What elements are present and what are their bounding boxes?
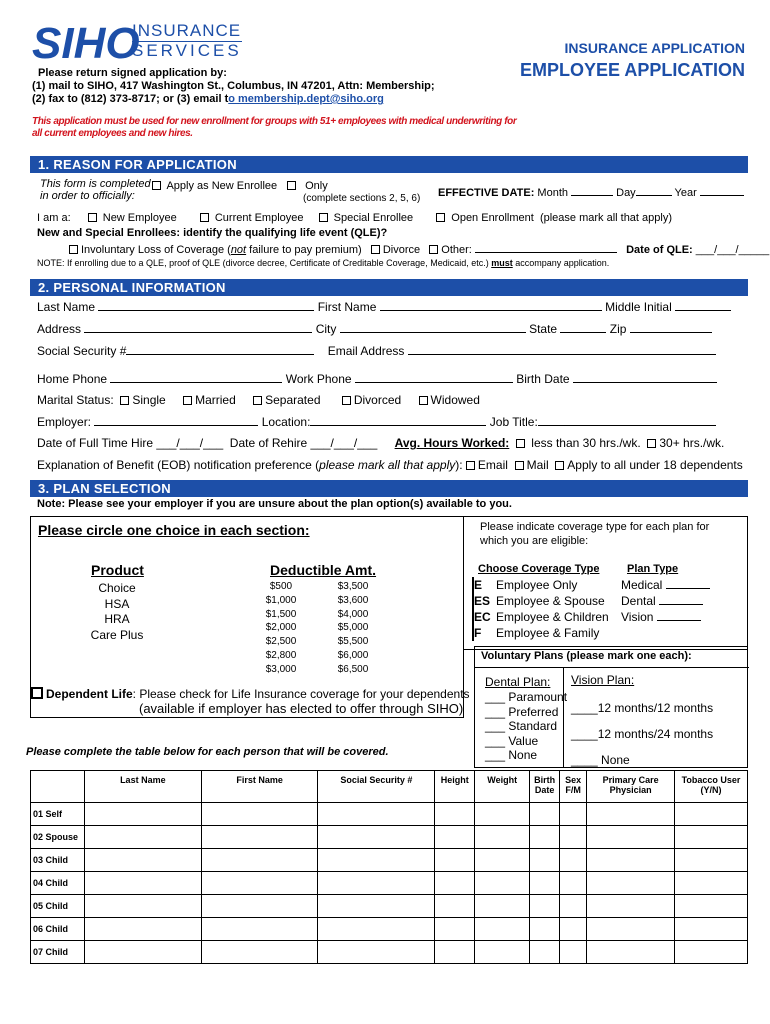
covered-persons-table — [30, 770, 748, 964]
title-insurance-application: INSURANCE APPLICATION — [564, 40, 745, 56]
cell[interactable] — [587, 918, 675, 941]
cell[interactable] — [675, 803, 748, 826]
cell[interactable] — [475, 872, 530, 895]
cell[interactable] — [84, 895, 201, 918]
product-list — [87, 581, 147, 643]
zip-field[interactable] — [630, 322, 712, 333]
cell[interactable] — [201, 918, 318, 941]
table-header: Sex F/M — [560, 771, 587, 803]
deductible-option[interactable]: $3,000 — [265, 663, 297, 675]
table-header: Weight — [475, 771, 530, 803]
address-field[interactable] — [84, 322, 312, 333]
hire-row: Date of Full Time Hire ___/___/___ Date of Rehire ___/___/___ Avg. Hours Worked: less than 30 hrs./wk. 30+ hrs./wk. — [37, 436, 725, 450]
row-label: 01 Self — [31, 803, 85, 826]
coverage-option-f[interactable]: F Employee & Family — [474, 626, 600, 640]
checkbox-married[interactable] — [183, 396, 192, 405]
table-row — [31, 803, 748, 826]
checkbox-open-enrollment[interactable] — [436, 213, 445, 222]
table-row — [31, 849, 748, 872]
month-field[interactable] — [571, 185, 613, 196]
cell[interactable] — [318, 872, 435, 895]
checkbox-new-employee[interactable] — [88, 213, 97, 222]
ssn-field[interactable] — [126, 344, 314, 355]
cell[interactable] — [318, 826, 435, 849]
cell[interactable] — [435, 803, 475, 826]
city-field[interactable] — [340, 322, 526, 333]
cell[interactable] — [675, 849, 748, 872]
cell[interactable] — [475, 803, 530, 826]
row-label: 05 Child — [31, 895, 85, 918]
plan-selection-box — [30, 516, 470, 718]
deductible-option[interactable]: $4,000 — [337, 608, 369, 620]
return-line3: (2) fax to (812) 373-8717; or (3) email to membership.dept@siho.org — [32, 93, 384, 105]
table-header — [31, 771, 85, 803]
table-row — [31, 826, 748, 849]
checkbox-single[interactable] — [120, 396, 129, 405]
cell[interactable] — [560, 918, 587, 941]
cell[interactable] — [475, 895, 530, 918]
section1-header: 1. REASON FOR APPLICATION — [30, 156, 748, 173]
name-row: Last Name First Name Middle Initial — [37, 300, 731, 314]
table-row — [31, 941, 748, 964]
cell[interactable] — [435, 941, 475, 964]
coverage-list — [474, 577, 609, 641]
checkbox-divorce[interactable] — [371, 245, 380, 254]
checkbox-eob-mail[interactable] — [515, 461, 524, 470]
marital-row: Marital Status: Single Married Separated Divorced Widowed — [37, 393, 480, 407]
deductible-option[interactable]: $5,000 — [337, 622, 369, 634]
address-row: Address City State Zip — [37, 322, 712, 336]
vision-plan-label: Vision Plan: — [571, 673, 635, 687]
day-field[interactable] — [636, 185, 672, 196]
cell[interactable] — [587, 872, 675, 895]
logo-sub1: INSURANCE — [132, 21, 242, 40]
cell[interactable] — [675, 826, 748, 849]
plan-type-heading: Plan Type — [627, 563, 679, 575]
table-intro: Please complete the table below for each person that will be covered. — [26, 746, 389, 758]
vision-option[interactable]: ____12 months/24 months — [571, 727, 714, 741]
dental-options — [485, 690, 567, 763]
cell[interactable] — [435, 918, 475, 941]
cell[interactable] — [318, 941, 435, 964]
checkbox-widowed[interactable] — [419, 396, 428, 405]
deductible-option[interactable]: $2,000 — [265, 622, 297, 634]
deductible-option[interactable]: $3,500 — [337, 581, 369, 592]
qle-heading: New and Special Enrollees: identify the qualifying life event (QLE)? — [37, 227, 388, 239]
deductible-option[interactable]: $2,800 — [265, 649, 297, 661]
year-field[interactable] — [700, 185, 744, 196]
birth-date-field[interactable] — [573, 372, 717, 383]
other-field[interactable] — [475, 242, 617, 253]
cell[interactable] — [560, 895, 587, 918]
dependent-life-note: (available if employer has elected to offer through SIHO) — [139, 701, 464, 716]
cell[interactable] — [201, 895, 318, 918]
cell[interactable] — [530, 941, 560, 964]
checkbox-less-than-30[interactable] — [516, 439, 525, 448]
email-link[interactable]: o membership.dept@siho.org — [228, 93, 384, 105]
siho-logo-mark — [32, 19, 140, 68]
first-name-field[interactable] — [380, 300, 602, 311]
cell[interactable] — [530, 826, 560, 849]
deductible-option[interactable]: $3,600 — [337, 594, 369, 606]
deductible-option[interactable]: $2,500 — [265, 636, 297, 648]
table-row — [31, 872, 748, 895]
cell[interactable] — [560, 872, 587, 895]
deductible-heading: Deductible Amt. — [270, 562, 377, 578]
qle-note: NOTE: If enrolling due to a QLE, proof of QLE (divorce decree, Certificate of Creditable Coverage, Medicaid, etc.) must accompany application. — [37, 258, 610, 268]
siho-logo — [32, 19, 242, 68]
date-of-qle-field[interactable]: ___/___/_____ — [695, 244, 770, 256]
product-care-plus[interactable]: Care Plus — [90, 627, 144, 642]
rehire-date-field[interactable]: ___/___/___ — [310, 436, 378, 450]
checkbox-other[interactable] — [429, 245, 438, 254]
plan-type-vision: Vision — [621, 609, 710, 625]
cell[interactable] — [675, 872, 748, 895]
row-label: 04 Child — [31, 872, 85, 895]
cell[interactable] — [530, 872, 560, 895]
deductible-option[interactable]: $6,000 — [337, 649, 369, 661]
cell[interactable] — [201, 872, 318, 895]
cell[interactable] — [475, 826, 530, 849]
cell[interactable] — [475, 941, 530, 964]
intro1: This form is completed — [40, 178, 151, 190]
table-header: Social Security # — [318, 771, 435, 803]
email-field[interactable] — [408, 344, 716, 355]
dental-field[interactable] — [659, 594, 703, 605]
employer-field[interactable] — [94, 415, 258, 426]
voluntary-box — [474, 646, 748, 768]
only-note: (complete sections 2, 5, 6) — [303, 193, 421, 204]
table-header: Height — [435, 771, 475, 803]
cell[interactable] — [435, 826, 475, 849]
cell[interactable] — [84, 918, 201, 941]
cell[interactable] — [84, 803, 201, 826]
coverage-bracket — [472, 577, 474, 641]
medical-field[interactable] — [666, 578, 710, 589]
cell[interactable] — [84, 826, 201, 849]
row-label: 03 Child — [31, 849, 85, 872]
qle-row: Involuntary Loss of Coverage (not failure to pay premium) Divorce Other: Date of QLE: ___/___/_____ — [69, 242, 769, 256]
product-choice[interactable]: Choice — [98, 581, 136, 595]
cell[interactable] — [587, 941, 675, 964]
coverage-heading: Choose Coverage Type — [478, 563, 600, 575]
return-line1: Please return signed application by: — [38, 67, 227, 79]
checkbox-current-employee[interactable] — [200, 213, 209, 222]
apply-new-enrollee[interactable]: Apply as New Enrollee — [152, 180, 277, 192]
deductible-col1 — [261, 580, 301, 677]
product-heading: Product — [91, 562, 144, 578]
cell[interactable] — [587, 895, 675, 918]
dependent-life-row: Dependent Life: Please check for Life Insurance coverage for your dependents — [31, 687, 470, 701]
checkbox[interactable] — [287, 181, 296, 190]
circle-heading: Please circle one choice in each section: — [38, 522, 310, 538]
employer-row: Employer: Location: Job Title: — [37, 415, 716, 429]
cell[interactable] — [560, 849, 587, 872]
table-header: Tobacco User (Y/N) — [675, 771, 748, 803]
coverage-option-e[interactable]: E Employee Only — [474, 578, 578, 592]
cell[interactable] — [675, 895, 748, 918]
cell[interactable] — [530, 849, 560, 872]
state-field[interactable] — [560, 322, 606, 333]
cell[interactable] — [435, 872, 475, 895]
checkbox-eob-email[interactable] — [466, 461, 475, 470]
intro2: in order to officially: — [40, 190, 135, 202]
product-hsa[interactable]: HSA — [104, 596, 130, 611]
cell[interactable] — [318, 895, 435, 918]
cell[interactable] — [530, 803, 560, 826]
dental-option[interactable]: ___ Standard — [485, 719, 558, 733]
checkbox-separated[interactable] — [253, 396, 262, 405]
checkbox[interactable] — [152, 181, 161, 190]
cell[interactable] — [318, 918, 435, 941]
table-row — [31, 918, 748, 941]
phone-row: Home Phone Work Phone Birth Date — [37, 372, 717, 386]
dental-option[interactable]: ___ None — [485, 748, 538, 762]
row-label: 07 Child — [31, 941, 85, 964]
table-row — [31, 895, 748, 918]
cell[interactable] — [318, 849, 435, 872]
deductible-col2 — [333, 580, 373, 677]
checkbox-special-enrollee[interactable] — [319, 213, 328, 222]
cell[interactable] — [560, 941, 587, 964]
coverage-option-ec[interactable]: EC Employee & Children — [474, 610, 609, 624]
table-header: Last Name — [84, 771, 201, 803]
job-title-field[interactable] — [538, 415, 716, 426]
cell[interactable] — [201, 826, 318, 849]
cell[interactable] — [530, 895, 560, 918]
cell[interactable] — [435, 895, 475, 918]
vision-field[interactable] — [657, 610, 701, 621]
cell[interactable] — [201, 941, 318, 964]
logo-sub2: SERVICES — [132, 41, 242, 60]
cell[interactable] — [675, 918, 748, 941]
i-am-a-row: I am a: New Employee Current Employee Special Enrollee Open Enrollment (please mark all that apply) — [37, 212, 672, 224]
checkbox-eob-apply[interactable] — [555, 461, 564, 470]
vision-option[interactable]: ____ None — [571, 753, 630, 767]
deductible-option[interactable]: $6,500 — [337, 663, 369, 675]
coverage-option-es[interactable]: ES Employee & Spouse — [474, 594, 605, 608]
cell[interactable] — [587, 849, 675, 872]
checkbox-30-plus[interactable] — [647, 439, 656, 448]
cell[interactable] — [435, 849, 475, 872]
cell[interactable] — [201, 803, 318, 826]
section2-header: 2. PERSONAL INFORMATION — [30, 279, 748, 296]
row-label: 02 Spouse — [31, 826, 85, 849]
plan-type-list — [621, 577, 710, 625]
dental-plan-label: Dental Plan: — [485, 675, 551, 689]
cell[interactable] — [560, 803, 587, 826]
table-header: Primary Care Physician — [587, 771, 675, 803]
logo-text: SIHO — [32, 19, 140, 68]
notice-line1: This application must be used for new enrollment for groups with 51+ employees with medical underwriting for — [32, 116, 517, 127]
effective-date: EFFECTIVE DATE: Month Day Year — [438, 185, 744, 199]
return-line2: (1) mail to SIHO, 417 Washington St., Columbus, IN 47201, Attn: Membership; — [32, 80, 435, 92]
checkbox-involuntary-loss[interactable] — [69, 245, 78, 254]
cell[interactable] — [201, 849, 318, 872]
row-label: 06 Child — [31, 918, 85, 941]
deductible-option[interactable]: $500 — [269, 581, 293, 592]
coverage-box — [464, 516, 748, 650]
cell[interactable] — [318, 803, 435, 826]
voluntary-heading: Voluntary Plans (please mark one each): — [481, 650, 692, 662]
table-header: Birth Date — [530, 771, 560, 803]
location-field[interactable] — [310, 415, 486, 426]
title-employee-application: EMPLOYEE APPLICATION — [519, 60, 745, 80]
dental-option[interactable]: ___ Value — [485, 733, 539, 748]
plan-note: Note: Please see your employer if you are unsure about the plan option(s) available to you. — [37, 498, 512, 510]
eob-row: Explanation of Benefit (EOB) notification preference (please mark all that apply): Email Mail Apply to all under 18 dependents — [37, 458, 743, 472]
deductible-option[interactable]: $1,500 — [265, 608, 297, 620]
dental-option[interactable]: ___ Paramount — [485, 690, 568, 704]
plan-type-medical: Medical — [621, 577, 710, 593]
home-phone-field[interactable] — [110, 372, 282, 383]
cell[interactable] — [84, 849, 201, 872]
indicate-line1: Please indicate coverage type for each plan for — [480, 521, 710, 533]
product-hra[interactable]: HRA — [104, 612, 130, 626]
cell[interactable] — [475, 918, 530, 941]
checkbox-divorced[interactable] — [342, 396, 351, 405]
deductible-option[interactable]: $1,000 — [265, 594, 297, 606]
cell[interactable] — [675, 941, 748, 964]
ssn-row: Social Security # Email Address — [37, 344, 716, 358]
cell[interactable] — [84, 872, 201, 895]
section3-header: 3. PLAN SELECTION — [30, 480, 748, 497]
opt-only[interactable]: Only — [287, 180, 328, 192]
work-phone-field[interactable] — [355, 372, 513, 383]
cell[interactable] — [587, 826, 675, 849]
full-time-date-field[interactable]: ___/___/___ — [156, 436, 224, 450]
cell[interactable] — [530, 918, 560, 941]
last-name-field[interactable] — [98, 300, 314, 311]
checkbox-dependent-life[interactable] — [31, 687, 43, 699]
cell[interactable] — [84, 941, 201, 964]
indicate-line2: which you are eligible: — [480, 535, 589, 547]
cell[interactable] — [475, 849, 530, 872]
plan-type-dental: Dental — [621, 593, 710, 609]
notice-line2: all current employees and new hires. — [32, 128, 193, 139]
cell[interactable] — [587, 803, 675, 826]
deductible-option[interactable]: $5,500 — [337, 636, 369, 648]
middle-initial-field[interactable] — [675, 300, 731, 311]
dental-option[interactable]: ___ Preferred — [485, 704, 559, 719]
cell[interactable] — [560, 826, 587, 849]
table-header-row — [31, 771, 748, 803]
vision-option[interactable]: ____12 months/12 months — [571, 701, 714, 715]
table-header: First Name — [201, 771, 318, 803]
